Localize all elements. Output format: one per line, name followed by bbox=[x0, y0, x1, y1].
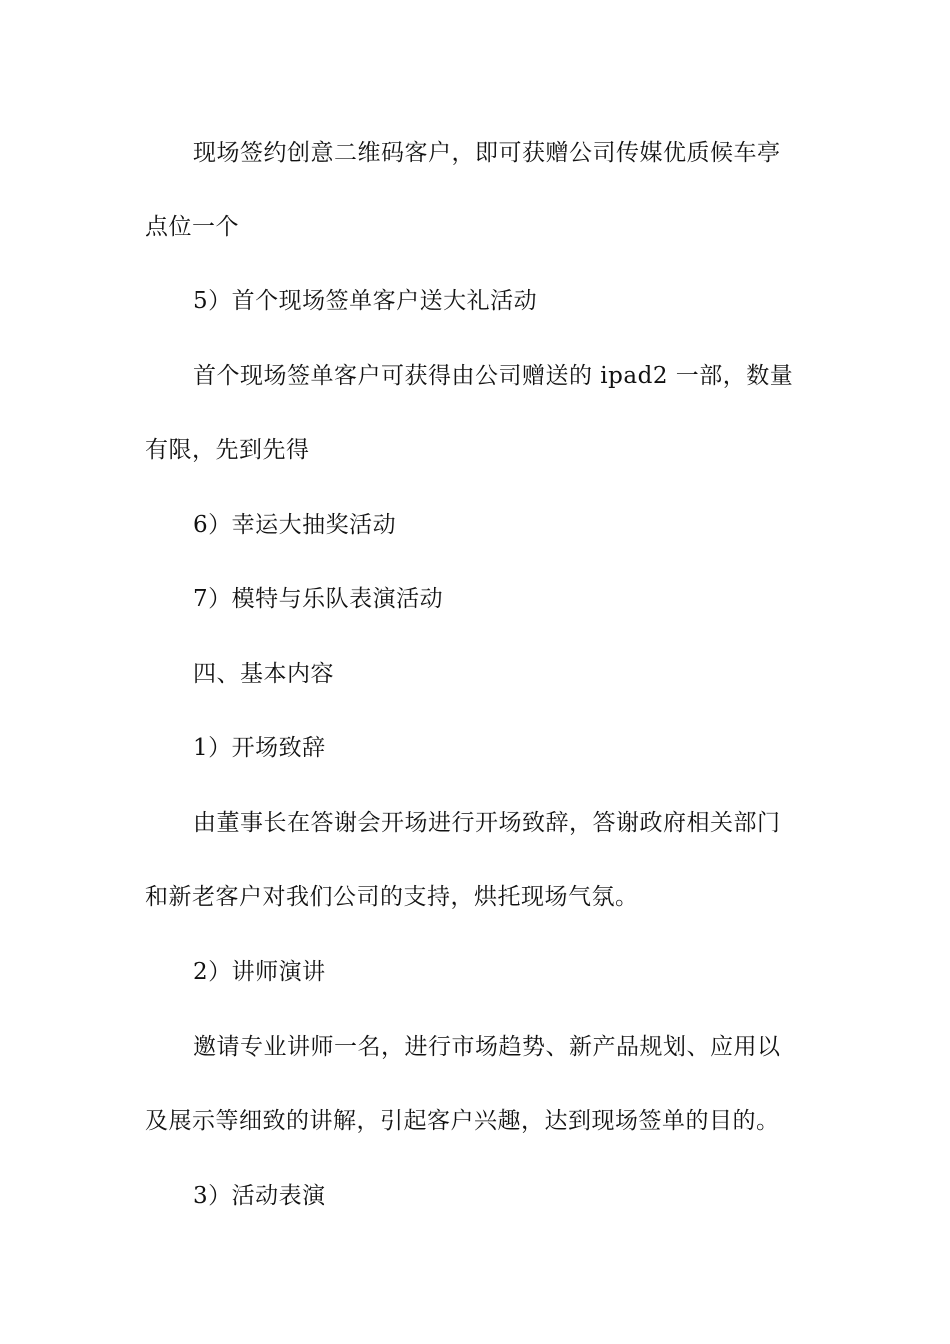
paragraph-line: 现场签约创意二维码客户，即可获赠公司传媒优质候车亭 bbox=[193, 140, 781, 166]
section-heading: 四、基本内容 bbox=[193, 661, 334, 687]
list-heading: 2）讲师演讲 bbox=[193, 959, 326, 985]
paragraph-line: 有限，先到先得 bbox=[145, 437, 310, 463]
list-heading: 3）活动表演 bbox=[193, 1183, 326, 1209]
list-heading: 1）开场致辞 bbox=[193, 735, 326, 761]
paragraph-line: 首个现场签单客户可获得由公司赠送的 ipad2 一部，数量 bbox=[193, 363, 794, 389]
list-heading: 5）首个现场签单客户送大礼活动 bbox=[193, 288, 538, 314]
paragraph-line: 邀请专业讲师一名，进行市场趋势、新产品规划、应用以 bbox=[193, 1034, 781, 1060]
list-heading: 6）幸运大抽奖活动 bbox=[193, 512, 397, 538]
paragraph-line: 由董事长在答谢会开场进行开场致辞，答谢政府相关部门 bbox=[193, 810, 781, 836]
paragraph-line: 及展示等细致的讲解，引起客户兴趣，达到现场签单的目的。 bbox=[145, 1108, 780, 1134]
list-heading: 7）模特与乐队表演活动 bbox=[193, 586, 444, 612]
paragraph-line: 和新老客户对我们公司的支持，烘托现场气氛。 bbox=[145, 884, 639, 910]
paragraph-line: 点位一个 bbox=[145, 214, 239, 240]
